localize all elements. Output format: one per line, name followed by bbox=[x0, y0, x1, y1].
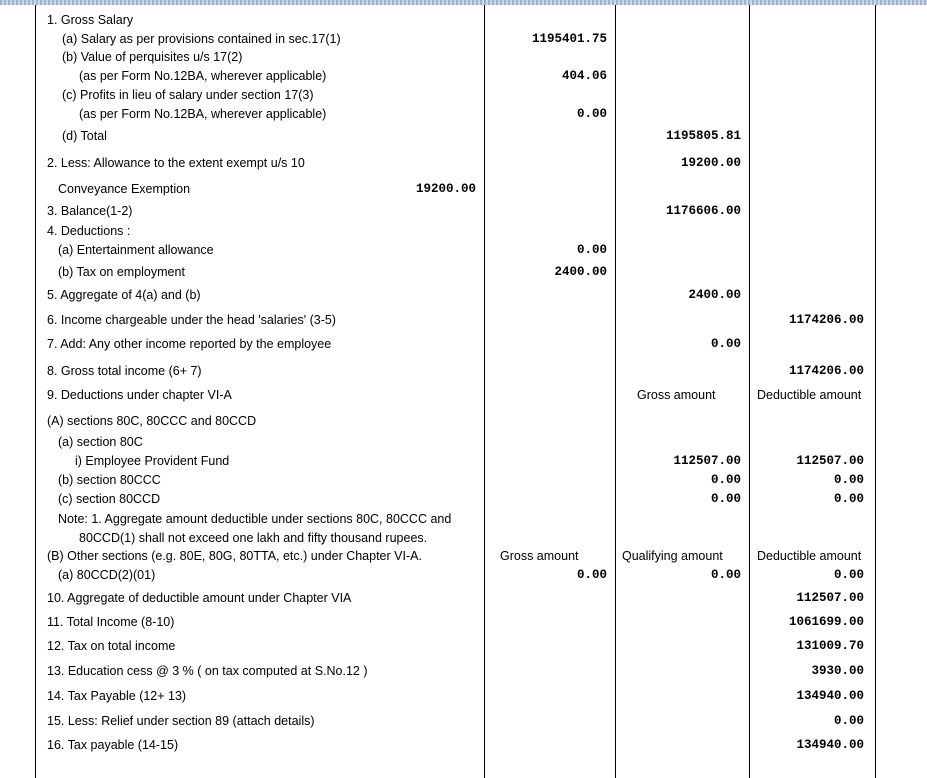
row-label: (c) Profits in lieu of salary under section 17(3) bbox=[62, 88, 314, 102]
row-label: (c) section 80CCD bbox=[58, 492, 161, 506]
row-label: (d) Total bbox=[62, 129, 107, 143]
amount-cell-c2: 0.00 bbox=[576, 568, 607, 582]
amount-cell-c3: 19200.00 bbox=[680, 156, 741, 170]
row-label: 9. Deductions under chapter VI-A bbox=[47, 388, 232, 402]
row-label: 16. Tax payable (14-15) bbox=[47, 738, 179, 752]
row-label: 3. Balance(1-2) bbox=[47, 204, 133, 218]
row-label: (as per Form No.12BA, wherever applicable) bbox=[79, 69, 327, 83]
amount-cell-c4: 0.00 bbox=[833, 473, 864, 487]
amount-cell-c3: 1176606.00 bbox=[665, 204, 741, 218]
column-divider-4 bbox=[875, 5, 876, 778]
amount-cell-c1: 19200.00 bbox=[415, 182, 476, 196]
row-label: (b) Value of perquisites u/s 17(2) bbox=[62, 50, 243, 64]
row-label: 4. Deductions : bbox=[47, 224, 131, 238]
column-heading-h2: Gross amount bbox=[500, 549, 579, 563]
column-divider-2 bbox=[615, 5, 616, 778]
amount-cell-c4: 131009.70 bbox=[796, 639, 864, 653]
amount-cell-c4: 3930.00 bbox=[811, 664, 864, 678]
column-divider-1 bbox=[484, 5, 485, 778]
row-label: 5. Aggregate of 4(a) and (b) bbox=[47, 288, 201, 302]
row-label: (b) Tax on employment bbox=[58, 265, 185, 279]
row-label: (a) 80CCD(2)(01) bbox=[58, 568, 156, 582]
amount-cell-c4: 1061699.00 bbox=[788, 615, 864, 629]
row-label: 6. Income chargeable under the head 'salaries' (3-5) bbox=[47, 313, 336, 327]
amount-cell-c2: 0.00 bbox=[576, 107, 607, 121]
amount-cell-c3: 2400.00 bbox=[688, 288, 741, 302]
amount-cell-c3: 0.00 bbox=[710, 337, 741, 351]
row-label: i) Employee Provident Fund bbox=[75, 454, 230, 468]
row-label: 10. Aggregate of deductible amount under Chapter VIA bbox=[47, 591, 352, 605]
row-label: 7. Add: Any other income reported by the employee bbox=[47, 337, 332, 351]
row-label: (A) sections 80C, 80CCC and 80CCD bbox=[47, 414, 257, 428]
amount-cell-c4: 134940.00 bbox=[796, 738, 864, 752]
row-label: 80CCD(1) shall not exceed one lakh and fifty thousand rupees. bbox=[79, 531, 428, 545]
amount-cell-c4: 0.00 bbox=[833, 568, 864, 582]
amount-cell-c4: 112507.00 bbox=[796, 591, 864, 605]
amount-cell-c3: 0.00 bbox=[710, 473, 741, 487]
column-heading-h3: Qualifying amount bbox=[622, 549, 723, 563]
row-label: (a) Entertainment allowance bbox=[58, 243, 214, 257]
row-label: 14. Tax Payable (12+ 13) bbox=[47, 689, 187, 703]
row-label: (a) section 80C bbox=[58, 435, 143, 449]
amount-cell-c4: 1174206.00 bbox=[788, 313, 864, 327]
amount-cell-c4: 1174206.00 bbox=[788, 364, 864, 378]
row-label: 13. Education cess @ 3 % ( on tax computed at S.No.12 ) bbox=[47, 664, 368, 678]
window-top-border bbox=[0, 0, 927, 5]
row-label: 11. Total Income (8-10) bbox=[47, 615, 175, 629]
amount-cell-c4: 0.00 bbox=[833, 492, 864, 506]
amount-cell-c4: 134940.00 bbox=[796, 689, 864, 703]
row-label: 1. Gross Salary bbox=[47, 13, 134, 27]
amount-cell-c4: 0.00 bbox=[833, 714, 864, 728]
column-heading-h3: Gross amount bbox=[637, 388, 716, 402]
row-label: Conveyance Exemption bbox=[58, 182, 191, 196]
row-label: (b) section 80CCC bbox=[58, 473, 161, 487]
row-label: 2. Less: Allowance to the extent exempt u/s 10 bbox=[47, 156, 305, 170]
row-label: 15. Less: Relief under section 89 (attach details) bbox=[47, 714, 315, 728]
column-heading-h4: Deductible amount bbox=[757, 388, 862, 402]
row-label: (a) Salary as per provisions contained in sec.17(1) bbox=[62, 32, 341, 46]
row-label: Note: 1. Aggregate amount deductible under sections 80C, 80CCC and bbox=[58, 512, 452, 526]
amount-cell-c2: 0.00 bbox=[576, 243, 607, 257]
row-label: (as per Form No.12BA, wherever applicable) bbox=[79, 107, 327, 121]
amount-cell-c4: 112507.00 bbox=[796, 454, 864, 468]
column-heading-h4: Deductible amount bbox=[757, 549, 862, 563]
amount-cell-c2: 404.06 bbox=[561, 69, 607, 83]
table-border-left bbox=[35, 5, 36, 778]
amount-cell-c3: 0.00 bbox=[710, 568, 741, 582]
amount-cell-c2: 1195401.75 bbox=[531, 32, 607, 46]
column-divider-3 bbox=[749, 5, 750, 778]
amount-cell-c3: 1195805.81 bbox=[665, 129, 741, 143]
row-label: 12. Tax on total income bbox=[47, 639, 176, 653]
amount-cell-c2: 2400.00 bbox=[554, 265, 607, 279]
amount-cell-c3: 112507.00 bbox=[673, 454, 741, 468]
amount-cell-c3: 0.00 bbox=[710, 492, 741, 506]
row-label: 8. Gross total income (6+ 7) bbox=[47, 364, 202, 378]
row-label: (B) Other sections (e.g. 80E, 80G, 80TTA, etc.) under Chapter VI-A. bbox=[47, 549, 422, 563]
